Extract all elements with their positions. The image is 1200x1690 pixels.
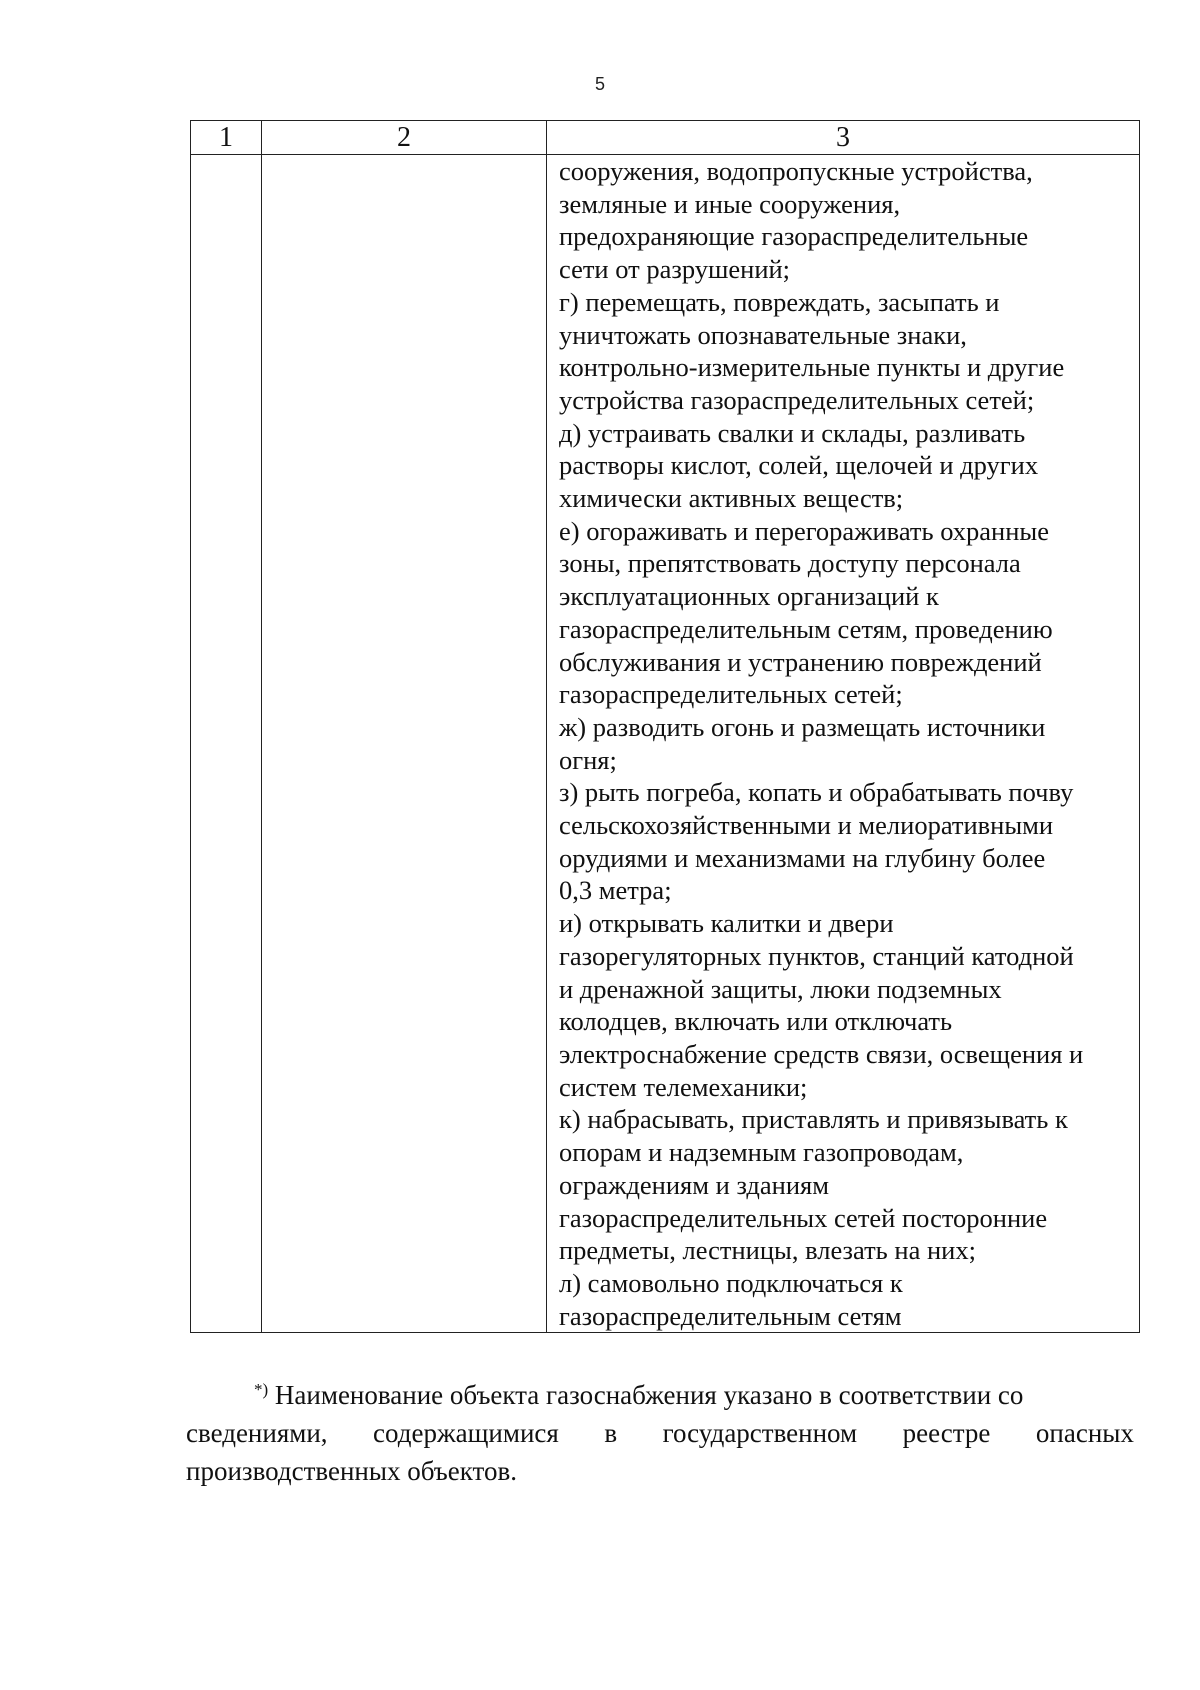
text-line: устройства газораспределительных сетей; xyxy=(559,384,1035,415)
text-line: ограждениям и зданиям xyxy=(559,1169,829,1200)
prohibitions-text xyxy=(547,155,1139,1332)
table-cell-col3 xyxy=(547,155,1140,1333)
text-line: эксплуатационных организаций к xyxy=(559,581,939,612)
table-row xyxy=(191,155,1140,1333)
text-line: газорегуляторных пунктов, станций катодной xyxy=(559,940,1074,971)
text-line: и) открывать калитки и двери xyxy=(559,908,894,939)
footnote-marker: *) xyxy=(254,1380,269,1399)
table-header-row xyxy=(191,121,1140,155)
text-line: колодцев, включать или отключать xyxy=(559,1006,953,1037)
text-line: г) перемещать, повреждать, засыпать и xyxy=(559,286,1000,317)
table-cell-col1 xyxy=(191,155,262,1333)
footnote xyxy=(186,1371,1134,1490)
text-line: сооружения, водопропускные устройства, xyxy=(559,156,1033,186)
table-cell-col2 xyxy=(262,155,547,1333)
text-line: и дренажной защиты, люки подземных xyxy=(559,973,1002,1004)
footnote-word: содержащимися xyxy=(373,1418,559,1448)
text-line: газораспределительных сетей посторонние xyxy=(559,1202,1048,1233)
text-line: орудиями и механизмами на глубину более xyxy=(559,842,1046,873)
footnote-word: реестре xyxy=(902,1418,991,1448)
text-line: к) набрасывать, приставлять и привязывать к xyxy=(559,1104,1068,1135)
footnote-line-1 xyxy=(186,1371,1134,1414)
text-line: газораспределительных сетей; xyxy=(559,679,903,710)
text-line: д) устраивать свалки и склады, разливать xyxy=(559,417,1026,448)
column-header-1: 1 xyxy=(191,121,262,155)
text-line: огня; xyxy=(559,744,617,775)
text-line: 0,3 метра; xyxy=(559,875,672,906)
text-line: л) самовольно подключаться к xyxy=(559,1267,903,1298)
text-line: сети от разрушений; xyxy=(559,254,791,285)
footnote-line-1-text: Наименование объекта газоснабжения указано в соответствии со xyxy=(274,1380,1024,1410)
footnote-line-3: производственных объектов. xyxy=(186,1456,517,1486)
text-line: ж) разводить огонь и размещать источники xyxy=(559,711,1046,742)
text-line: газораспределительным сетям xyxy=(559,1300,902,1331)
text-line: зоны, препятствовать доступу персонала xyxy=(559,548,1021,579)
text-line: земляные и иные сооружения, xyxy=(559,188,901,219)
text-line: е) огораживать и перегораживать охранные xyxy=(559,515,1049,546)
footnote-word: сведениями, xyxy=(186,1418,328,1448)
text-line: систем телемеханики; xyxy=(559,1071,808,1102)
text-line: предметы, лестницы, влезать на них; xyxy=(559,1235,976,1266)
column-header-2: 2 xyxy=(262,121,547,155)
column-header-3: 3 xyxy=(547,121,1140,155)
footnote-line-2 xyxy=(186,1414,1134,1452)
footnote-word: государственном xyxy=(662,1418,858,1448)
text-line: контрольно-измерительные пункты и другие xyxy=(559,352,1065,383)
text-line: з) рыть погреба, копать и обрабатывать почву xyxy=(559,777,1074,808)
text-line: сельскохозяйственными и мелиоративными xyxy=(559,810,1054,841)
footnote-word: опасных xyxy=(1035,1418,1134,1448)
text-line: обслуживания и устранению повреждений xyxy=(559,646,1042,677)
text-line: растворы кислот, солей, щелочей и других xyxy=(559,450,1039,481)
text-line: предохраняющие газораспределительные xyxy=(559,221,1029,252)
text-line: химически активных веществ; xyxy=(559,483,904,514)
page-number: 5 xyxy=(594,74,605,94)
text-line: уничтожать опознавательные знаки, xyxy=(559,319,967,350)
text-line: газораспределительным сетям, проведению xyxy=(559,613,1053,644)
document-table xyxy=(190,120,1140,1333)
text-line: электроснабжение средств связи, освещения и xyxy=(559,1038,1084,1069)
footnote-word: в xyxy=(604,1418,618,1448)
text-line: опорам и надземным газопроводам, xyxy=(559,1137,964,1168)
